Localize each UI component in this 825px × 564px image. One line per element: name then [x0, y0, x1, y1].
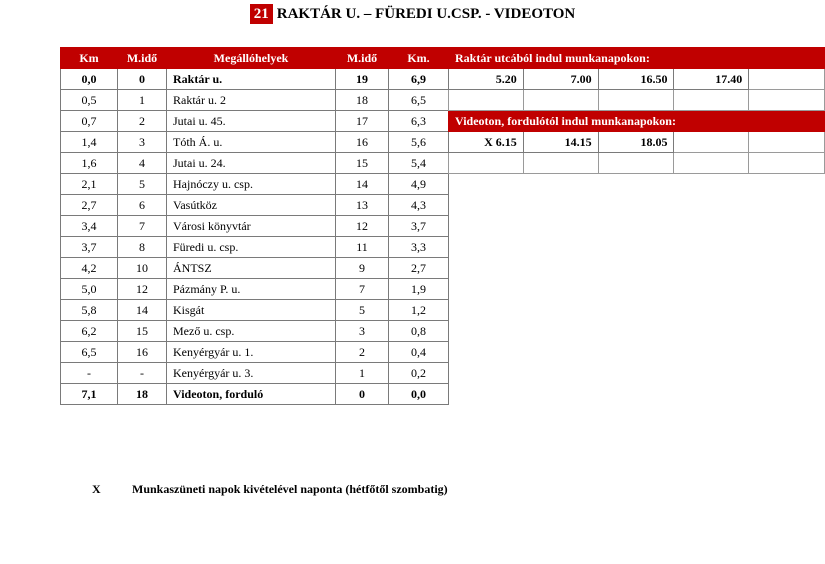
departure-cell — [449, 153, 524, 174]
departure-cell — [749, 69, 825, 90]
stop-km-back: 0,2 — [389, 363, 449, 384]
stop-row — [61, 321, 449, 342]
departure-cell — [749, 153, 825, 174]
stop-travel-time: 18 — [118, 384, 167, 405]
stop-km-back: 4,9 — [389, 174, 449, 195]
stop-travel-time-back: 17 — [336, 111, 389, 132]
stop-name: Kenyérgyár u. 1. — [167, 342, 336, 363]
stop-travel-time-back: 1 — [336, 363, 389, 384]
stop-row — [61, 363, 449, 384]
stop-travel-time: 8 — [118, 237, 167, 258]
stops-header-row — [61, 48, 449, 69]
schedule-row — [449, 153, 825, 174]
stop-km-back: 1,9 — [389, 279, 449, 300]
stop-travel-time: 6 — [118, 195, 167, 216]
footnote — [92, 482, 448, 497]
stop-name: Kisgát — [167, 300, 336, 321]
departure-cell — [674, 90, 749, 111]
departure-cell: 18.05 — [598, 132, 674, 153]
stop-km-back: 4,3 — [389, 195, 449, 216]
schedule-section-header — [449, 48, 825, 69]
stop-km: 2,7 — [61, 195, 118, 216]
schedule-section-header — [449, 111, 825, 132]
stop-km: 5,0 — [61, 279, 118, 300]
stop-km: 0,7 — [61, 111, 118, 132]
stop-km: 1,6 — [61, 153, 118, 174]
departure-cell — [598, 153, 674, 174]
stop-row — [61, 174, 449, 195]
stop-row — [61, 279, 449, 300]
stop-km: 7,1 — [61, 384, 118, 405]
schedule-row — [449, 90, 825, 111]
header-travel-time: M.idő — [118, 48, 167, 69]
stop-row — [61, 111, 449, 132]
footnote-mark: X — [92, 482, 101, 496]
stop-km: 5,8 — [61, 300, 118, 321]
stop-row — [61, 153, 449, 174]
stop-travel-time: 10 — [118, 258, 167, 279]
departure-cell — [674, 153, 749, 174]
stop-name: Mező u. csp. — [167, 321, 336, 342]
stop-travel-time: 0 — [118, 69, 167, 90]
departure-cell: 7.00 — [523, 69, 598, 90]
stop-travel-time: 16 — [118, 342, 167, 363]
departure-cell: 16.50 — [598, 69, 674, 90]
stop-name: Raktár u. — [167, 69, 336, 90]
stop-travel-time: 4 — [118, 153, 167, 174]
stop-km: 4,2 — [61, 258, 118, 279]
departure-cell: X 6.15 — [449, 132, 524, 153]
stop-name: Füredi u. csp. — [167, 237, 336, 258]
stop-row — [61, 258, 449, 279]
stop-travel-time-back: 13 — [336, 195, 389, 216]
stop-travel-time-back: 0 — [336, 384, 389, 405]
stops-table — [60, 47, 449, 405]
departure-cell — [523, 90, 598, 111]
departure-cell: 17.40 — [674, 69, 749, 90]
section-title-raktar: Raktár utcából indul munkanapokon: — [449, 48, 825, 69]
stop-km-back: 0,0 — [389, 384, 449, 405]
stop-km: 0,5 — [61, 90, 118, 111]
route-number-badge: 21 — [250, 4, 273, 24]
departure-cell: 14.15 — [523, 132, 598, 153]
stop-km-back: 5,4 — [389, 153, 449, 174]
departure-cell — [749, 90, 825, 111]
stop-km: 1,4 — [61, 132, 118, 153]
footnote-text: Munkaszüneti napok kivételével naponta (hétfőtől szombatig) — [132, 482, 448, 496]
stop-row — [61, 216, 449, 237]
stop-name: Videoton, forduló — [167, 384, 336, 405]
stop-name: Kenyérgyár u. 3. — [167, 363, 336, 384]
stop-travel-time-back: 18 — [336, 90, 389, 111]
stop-travel-time: - — [118, 363, 167, 384]
stop-travel-time-back: 15 — [336, 153, 389, 174]
stop-travel-time: 12 — [118, 279, 167, 300]
stop-km-back: 3,3 — [389, 237, 449, 258]
departure-cell — [598, 90, 674, 111]
stop-km-back: 6,9 — [389, 69, 449, 90]
stop-travel-time: 3 — [118, 132, 167, 153]
stop-row — [61, 69, 449, 90]
departure-cell — [674, 132, 749, 153]
departure-cell — [449, 90, 524, 111]
page-title — [0, 4, 825, 24]
header-km-back: Km. — [389, 48, 449, 69]
stop-km: 3,4 — [61, 216, 118, 237]
stop-name: Vasútköz — [167, 195, 336, 216]
route-name: RAKTÁR U. – FÜREDI U.CSP. - VIDEOTON — [276, 6, 576, 22]
stop-name: Hajnóczy u. csp. — [167, 174, 336, 195]
stop-row — [61, 384, 449, 405]
stop-name: Városi könyvtár — [167, 216, 336, 237]
stop-km-back: 6,3 — [389, 111, 449, 132]
stop-travel-time-back: 14 — [336, 174, 389, 195]
schedule-row — [449, 132, 825, 153]
stop-travel-time-back: 9 — [336, 258, 389, 279]
stop-travel-time-back: 5 — [336, 300, 389, 321]
stop-row — [61, 90, 449, 111]
stop-travel-time: 14 — [118, 300, 167, 321]
departure-cell — [523, 153, 598, 174]
stop-km-back: 0,4 — [389, 342, 449, 363]
stop-km: 3,7 — [61, 237, 118, 258]
stop-name: Jutai u. 45. — [167, 111, 336, 132]
stop-row — [61, 342, 449, 363]
stop-km-back: 1,2 — [389, 300, 449, 321]
stop-row — [61, 195, 449, 216]
schedule-table — [448, 47, 825, 174]
stop-km-back: 2,7 — [389, 258, 449, 279]
stop-travel-time: 5 — [118, 174, 167, 195]
stop-name: Pázmány P. u. — [167, 279, 336, 300]
header-travel-time-back: M.idő — [336, 48, 389, 69]
stop-row — [61, 132, 449, 153]
stop-km-back: 3,7 — [389, 216, 449, 237]
stop-name: Jutai u. 24. — [167, 153, 336, 174]
header-km: Km — [61, 48, 118, 69]
stop-travel-time-back: 3 — [336, 321, 389, 342]
schedule-row — [449, 69, 825, 90]
stop-km: 6,5 — [61, 342, 118, 363]
departure-cell: 5.20 — [449, 69, 524, 90]
stop-km-back: 0,8 — [389, 321, 449, 342]
stop-travel-time-back: 19 — [336, 69, 389, 90]
header-stops: Megállóhelyek — [167, 48, 336, 69]
stop-row — [61, 300, 449, 321]
stop-km: 6,2 — [61, 321, 118, 342]
stop-name: ÁNTSZ — [167, 258, 336, 279]
stop-travel-time-back: 11 — [336, 237, 389, 258]
stop-travel-time: 2 — [118, 111, 167, 132]
stop-name: Raktár u. 2 — [167, 90, 336, 111]
stop-travel-time: 7 — [118, 216, 167, 237]
stop-row — [61, 237, 449, 258]
stop-km: - — [61, 363, 118, 384]
stop-km-back: 5,6 — [389, 132, 449, 153]
stop-travel-time-back: 16 — [336, 132, 389, 153]
stop-km-back: 6,5 — [389, 90, 449, 111]
stop-km: 0,0 — [61, 69, 118, 90]
stop-travel-time-back: 12 — [336, 216, 389, 237]
departure-cell — [749, 132, 825, 153]
section-title-videoton: Videoton, fordulótól indul munkanapokon: — [449, 111, 825, 132]
stop-travel-time: 1 — [118, 90, 167, 111]
stop-travel-time-back: 7 — [336, 279, 389, 300]
stop-name: Tóth Á. u. — [167, 132, 336, 153]
stop-km: 2,1 — [61, 174, 118, 195]
stop-travel-time-back: 2 — [336, 342, 389, 363]
stop-travel-time: 15 — [118, 321, 167, 342]
